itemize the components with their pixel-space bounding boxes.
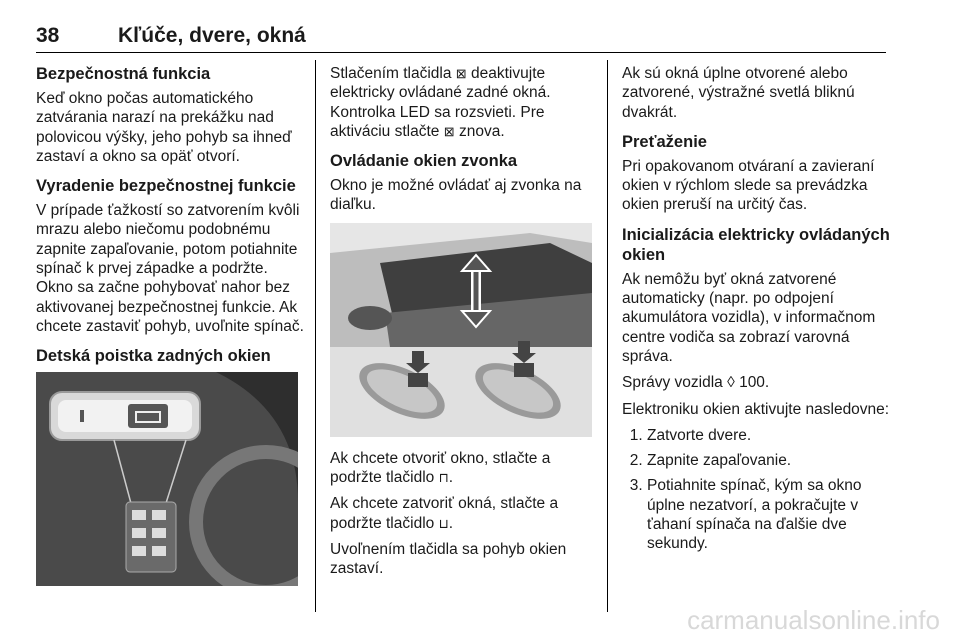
paragraph: Ak sú okná úplne otvorené alebo zatvorené, výstražné svetlá bliknú dvakrát.	[622, 65, 855, 121]
column-2	[330, 64, 592, 586]
list-item: 1. Zatvorte dvere.	[647, 426, 892, 445]
paragraph: Keď okno počas automatického zatvárania narazí na prekážku nad polovicou výšky, jeho pohyb sa ihneď zastaví a okno sa opäť otvorí.	[36, 90, 292, 165]
paragraph: Správy vozidla ◊ 100.	[622, 374, 770, 392]
section-heading: Preťaženie	[622, 132, 707, 151]
paragraph: V prípade ťažkostí so zatvorením kvôli mrazu alebo niečomu podobnému zapnite zapaľovanie, potom potiahnite spínač k prvej západke a podržte. Okno sa začne pohybovať nahor bez aktivovanej bezpečnostnej funkcie. Ak chcete zastaviť pohyb, uvoľnite spínač.	[36, 202, 304, 335]
unlock-icon: ⊓	[438, 470, 449, 486]
section-heading: Inicializácia elektricky ovládaných okien	[622, 225, 890, 264]
paragraph: Ak nemôžu byť okná zatvorené automaticky (napr. po odpojení akumulátora vozidla), v informačnom centre vodiča sa zobrazí varovná správa.	[622, 270, 876, 365]
child-lock-illustration	[36, 372, 298, 586]
child-lock-icon: ⊠	[455, 66, 467, 81]
column-1	[36, 64, 304, 586]
paragraph: Ak chcete zatvoriť okná, stlačte a podržte tlačidlo ⊔.	[330, 495, 559, 532]
column-divider	[315, 60, 316, 612]
watermark: carmanualsonline.info	[687, 605, 940, 635]
paragraph: Ak chcete otvoriť okno, stlačte a podržte tlačidlo ⊓.	[330, 449, 551, 487]
paragraph: Uvoľnením tlačidla sa pohyb okien zastaví.	[330, 540, 567, 578]
lock-icon: ⊔	[438, 515, 449, 531]
column-divider	[607, 60, 608, 612]
section-heading: Vyradenie bezpečnostnej funkcie	[36, 177, 296, 196]
section-heading: Ovládanie okien zvonka	[330, 152, 518, 171]
section-heading: Detská poistka zadných okien	[36, 347, 271, 366]
section-heading: Bezpečnostná funkcia	[36, 65, 211, 83]
child-lock-icon: ⊠	[443, 123, 455, 139]
column-3	[622, 64, 892, 560]
page-number: 38	[36, 24, 60, 47]
paragraph: Pri opakovanom otváraní a zavieraní okien v rýchlom slede sa prevádzka okien preruší na určitý čas.	[622, 157, 875, 214]
list-item: 3. Potiahnite spínač, kým sa okno úplne nezatvorí, a pokračujte v ťahaní spínača na ďalšie dve sekundy.	[647, 476, 892, 553]
chapter-title: Kľúče, dvere, okná	[118, 24, 306, 47]
list-item: 2. Zapnite zapaľovanie.	[647, 451, 892, 470]
paragraph: Elektroniku okien aktivujte nasledovne:	[622, 400, 890, 418]
remote-window-illustration	[330, 223, 592, 437]
paragraph: Stlačením tlačidla ⊠ deaktivujte elektricky ovládané zadné okná. Kontrolka LED sa rozsvieti. Pre aktiváciu stlačte ⊠ znova.	[330, 65, 551, 140]
page-header	[36, 24, 886, 53]
steps-list	[622, 426, 892, 554]
paragraph: Okno je možné ovládať aj zvonka na diaľku.	[330, 177, 582, 214]
